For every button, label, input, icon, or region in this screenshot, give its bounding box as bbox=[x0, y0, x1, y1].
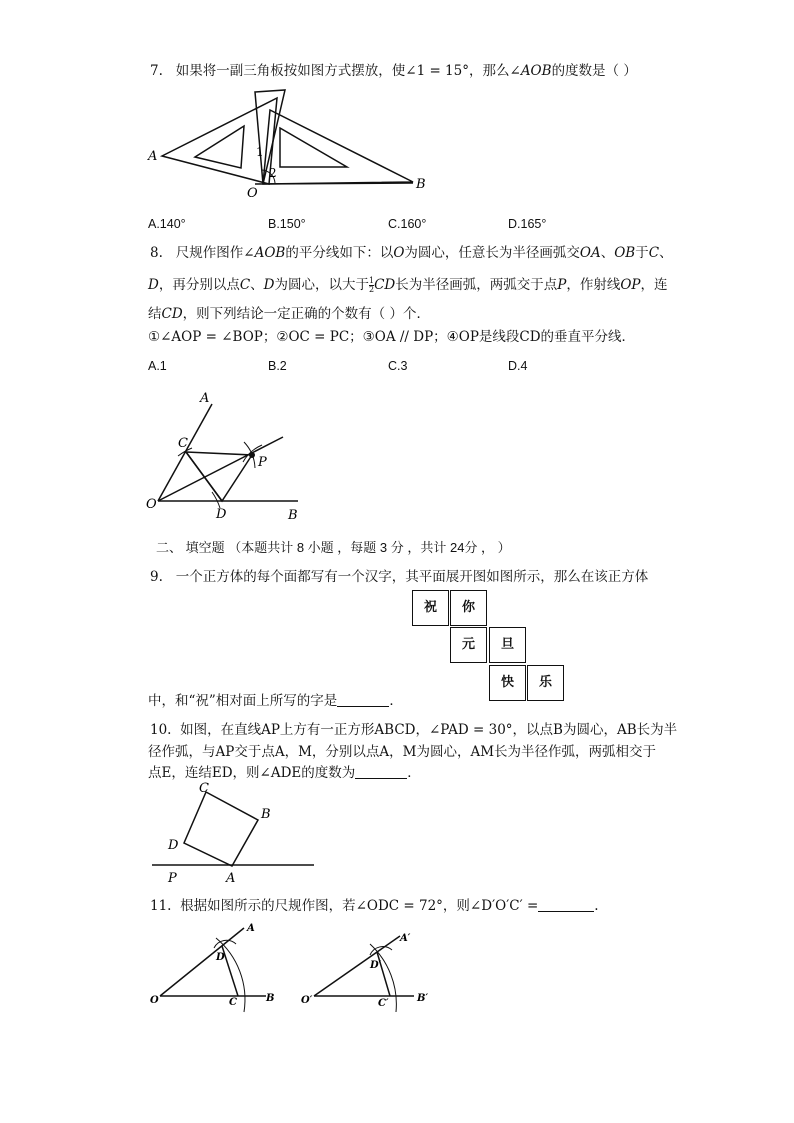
q8-label-c: C bbox=[178, 436, 188, 451]
q8-var: D bbox=[148, 277, 159, 293]
q8-text: 、 bbox=[600, 245, 615, 261]
q11-end: . bbox=[594, 898, 599, 914]
q8-option-b[interactable]: B.2 bbox=[268, 359, 287, 373]
q11-right-segment-dc bbox=[377, 952, 390, 996]
q7-label-a: A bbox=[148, 149, 158, 164]
q11-right-label-c: C′ bbox=[378, 998, 389, 1009]
q7-option-c[interactable]: C.160° bbox=[388, 217, 427, 231]
q8-option-a[interactable]: A.1 bbox=[148, 359, 167, 373]
q10-text: 点E，连结ED，则∠ADE的度数为 bbox=[148, 765, 356, 781]
q7-option-b[interactable]: B.150° bbox=[268, 217, 306, 231]
q9-cell-zhu: 祝 bbox=[412, 590, 449, 626]
q8-label-o: O bbox=[146, 497, 157, 512]
q8-var: AOB bbox=[254, 245, 286, 261]
q8-text: 、 bbox=[250, 277, 264, 293]
q9-cell-kuai: 快 bbox=[489, 665, 526, 701]
q8-option-c[interactable]: C.3 bbox=[388, 359, 408, 373]
q8-text: 长为半径画弧，两弧交于点 bbox=[395, 277, 558, 293]
q8-var: OP bbox=[620, 277, 641, 293]
q8-text: 为圆心，以大于 bbox=[274, 277, 369, 293]
q7-number: 7. bbox=[150, 63, 163, 79]
q7-label-o: O bbox=[247, 186, 258, 201]
q10-label-a: A bbox=[226, 871, 236, 886]
q10-label-b: B bbox=[261, 807, 271, 822]
q8-var: OA bbox=[579, 245, 601, 261]
q10-label-d: D bbox=[168, 838, 179, 853]
q7-text-b: 的度数是（ ） bbox=[551, 63, 637, 79]
q8-frac-den: 2 bbox=[369, 285, 375, 294]
q9-text: 一个正方体的每个面都写有一个汉字，其平面展开图如图所示，那么在该正方体 bbox=[175, 569, 649, 585]
q7-label-1: 1 bbox=[256, 145, 264, 159]
q7-text-a: 如果将一副三角板按如图方式摆放，使∠1 = 15°，那么∠ bbox=[175, 63, 521, 79]
q11-left-ray-oa bbox=[160, 928, 244, 996]
q10-label-p: P bbox=[168, 871, 177, 886]
q10-line-2: 径作弧，与AP交于点A，M，分别以点A，M为圆心，AM长为半径作弧，两弧相交于 bbox=[148, 744, 657, 760]
q8-var: C bbox=[648, 245, 660, 261]
q8-text: ，连 bbox=[640, 277, 668, 293]
q7-label-2: 2 bbox=[269, 166, 277, 180]
q7-label-b: B bbox=[416, 177, 426, 192]
q8-text: 尺规作图作∠ bbox=[175, 245, 255, 261]
q10-number: 10. bbox=[150, 722, 172, 738]
q11-left-label-o: O bbox=[150, 995, 159, 1006]
q9-cell-le: 乐 bbox=[527, 665, 564, 701]
q8-text: ，再分别以点 bbox=[158, 277, 240, 293]
q8-var: O bbox=[393, 245, 405, 261]
q11-right-label-o: O′ bbox=[301, 995, 313, 1006]
q11-right-label-d: D′ bbox=[370, 960, 382, 971]
q9-number: 9. bbox=[150, 569, 163, 585]
q8-var: P bbox=[557, 277, 567, 293]
q11-text: 根据如图所示的尺规作图，若∠ODC = 72°，则∠D′O′C′ = bbox=[180, 898, 539, 914]
q8-label-b: B bbox=[288, 508, 298, 523]
q8-text: 结 bbox=[148, 306, 162, 322]
q8-text: 为圆心，任意长为半径画弧交 bbox=[404, 245, 580, 261]
q8-option-d[interactable]: D.4 bbox=[508, 359, 528, 373]
section-heading: 二、 填空题 （本题共计 8 小题 ，每题 3 分 ，共计 24分 ， ） bbox=[156, 540, 511, 555]
q11-left-label-d: D bbox=[216, 952, 225, 963]
q9-end: ． bbox=[389, 693, 403, 709]
q11-left-label-c: C bbox=[229, 997, 237, 1008]
q11-right-label-b: B′ bbox=[417, 993, 429, 1004]
q9-text2: 中，和“祝”相对面上所写的字是 bbox=[148, 693, 338, 709]
q9-cell-dan: 旦 bbox=[489, 627, 526, 663]
q9-cell-ni: 你 bbox=[450, 590, 487, 626]
q10-label-c: C bbox=[199, 781, 209, 796]
q8-label-p: P bbox=[258, 455, 267, 470]
q8-number: 8. bbox=[150, 245, 163, 261]
q8-text: 的平分线如下：以 bbox=[285, 245, 394, 261]
q10-text: 如图，在直线AP上方有一正方形ABCD，∠PAD = 30°，以点B为圆心，AB长为半 bbox=[180, 722, 678, 738]
q11-left-label-b: B bbox=[266, 993, 275, 1004]
q8-label-a: A bbox=[200, 391, 210, 406]
q8-var: CD bbox=[161, 306, 183, 322]
q8-text: ，作射线 bbox=[566, 277, 621, 293]
q8-var: C bbox=[239, 277, 251, 293]
q10-end: ． bbox=[407, 765, 421, 781]
q8-text: 于 bbox=[635, 245, 649, 261]
q8-label-d: D bbox=[216, 507, 227, 522]
q11-right-label-a: A′ bbox=[400, 933, 411, 944]
q7-option-a[interactable]: A.140° bbox=[148, 217, 186, 231]
q8-text: ，则下列结论一定正确的个数有（ ）个． bbox=[182, 306, 430, 322]
q11-number: 11. bbox=[150, 898, 172, 914]
q7-option-d[interactable]: D.165° bbox=[508, 217, 547, 231]
q11-left-label-a: A bbox=[247, 923, 255, 934]
q8-frac-num: 1 bbox=[369, 276, 375, 285]
q7-angle-aob: AOB bbox=[520, 63, 552, 79]
q8-statements: ①∠AOP = ∠BOP；②OC = PC；③OA // DP；④OP是线段CD的垂直平分线． bbox=[148, 329, 636, 345]
q8-var: CD bbox=[374, 277, 396, 293]
q8-text: 、 bbox=[659, 245, 673, 261]
q8-var: D bbox=[263, 277, 275, 293]
q9-cell-yuan: 元 bbox=[450, 627, 487, 663]
q8-var: OB bbox=[614, 245, 636, 261]
